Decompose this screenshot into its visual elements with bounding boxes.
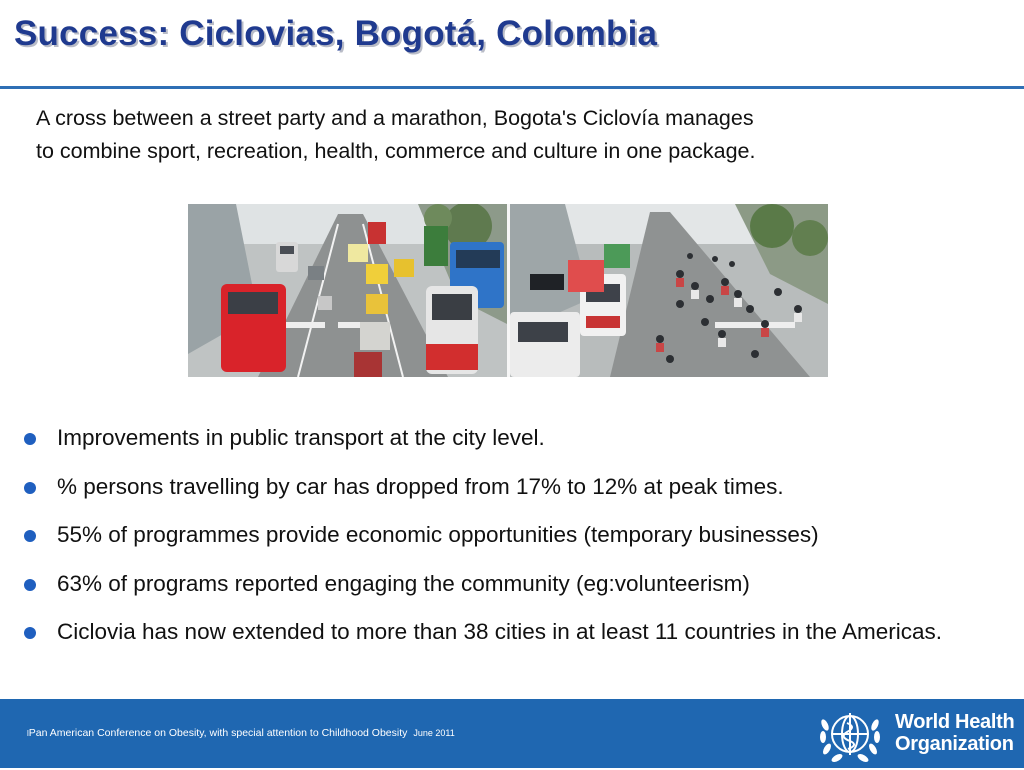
- photo-pair: [188, 204, 828, 377]
- list-item: [24, 471, 1024, 503]
- footer-marker: l: [27, 729, 29, 738]
- bullet-text: % persons travelling by car has dropped from 17% to 12% at peak times.: [57, 473, 784, 499]
- intro-line-1: A cross between a street party and a marathon, Bogota's Ciclovía manages: [36, 106, 754, 130]
- conference-name: Pan American Conference on Obesity, with special attention to Childhood Obesity: [28, 727, 408, 739]
- bullet-list: [24, 422, 1024, 648]
- intro-paragraph: [36, 102, 996, 168]
- street-traffic-photo: [188, 204, 507, 377]
- who-name: [895, 711, 1014, 755]
- footer-caption: [27, 727, 455, 739]
- who-name-line-1: World Health: [895, 711, 1015, 733]
- bullet-text: 63% of programs reported engaging the community (eg:volunteerism): [57, 570, 750, 596]
- intro-line-2: to combine sport, recreation, health, commerce and culture in one package.: [36, 139, 756, 163]
- bullet-dot-icon: [24, 579, 36, 591]
- bullet-text: Improvements in public transport at the city level.: [57, 425, 545, 450]
- list-item: [24, 616, 1024, 648]
- bullet-text: Ciclovia has now extended to more than 38 cities in at least 11 countries in the Americas.: [57, 619, 943, 644]
- list-item: [24, 422, 1024, 454]
- bullet-dot-icon: [24, 530, 36, 542]
- list-item: [24, 568, 1024, 600]
- ciclovia-cyclists-photo: [510, 204, 828, 377]
- list-item: [24, 519, 1024, 551]
- bullet-dot-icon: [24, 433, 36, 445]
- who-emblem-icon: [817, 705, 883, 765]
- slide-title: Success: Ciclovias, Bogotá, Colombia: [14, 14, 658, 53]
- bullet-text: 55% of programmes provide economic opportunities (temporary businesses): [57, 522, 819, 547]
- bullet-dot-icon: [24, 482, 36, 494]
- title-divider: [0, 86, 1024, 89]
- conference-date: June 2011: [413, 728, 455, 738]
- bullet-dot-icon: [24, 627, 36, 639]
- who-name-line-2: Organization: [895, 733, 1014, 755]
- footer-bar: [0, 699, 1024, 768]
